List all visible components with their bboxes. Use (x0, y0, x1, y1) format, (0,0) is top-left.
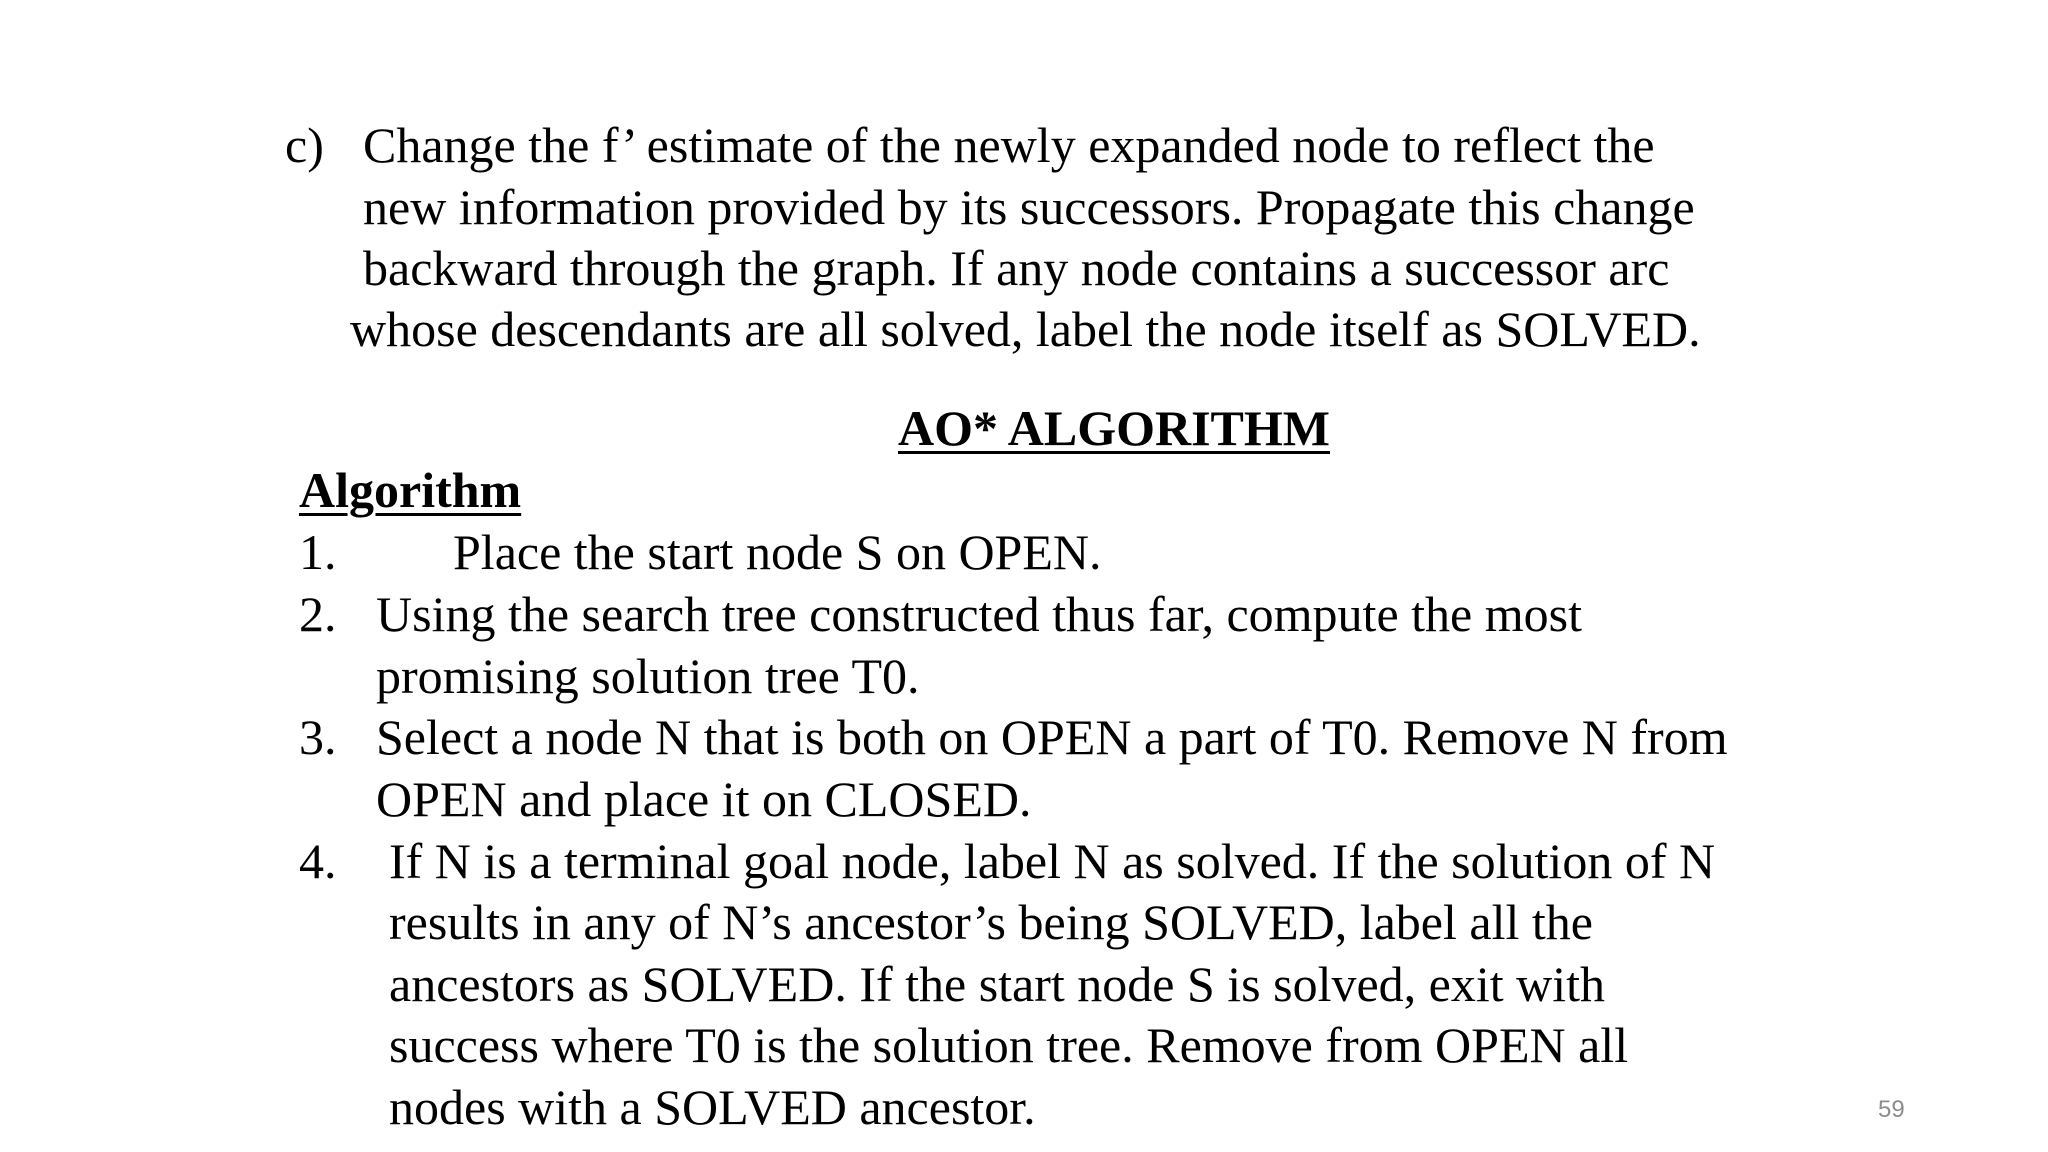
step-4-line-1: If N is a terminal goal node, label N as solved. If the solution of N (389, 833, 1716, 889)
step-c-line-3: backward through the graph. If any node contains a successor arc (363, 240, 1670, 296)
step-1-number: 1. (299, 524, 337, 580)
section-heading: Algorithm (299, 462, 522, 518)
step-4-line-3: ancestors as SOLVED. If the start node S is solved, exit with (389, 956, 1606, 1012)
step-c-label: c) (285, 117, 324, 173)
step-c-line-2: new information provided by its successors. Propagate this change (363, 179, 1695, 235)
step-4-line-4: success where T0 is the solution tree. Remove from OPEN all (389, 1017, 1629, 1073)
step-c-line-1: Change the f’ estimate of the newly expanded node to reflect the (363, 117, 1655, 173)
step-3-line-1: Select a node N that is both on OPEN a part of T0. Remove N from (376, 709, 1728, 765)
step-4-number: 4. (299, 833, 337, 889)
step-3-number: 3. (299, 709, 337, 765)
step-3-line-2: OPEN and place it on CLOSED. (376, 771, 1032, 827)
page-title: AO* ALGORITHM (898, 400, 1330, 456)
step-1-line-1: Place the start node S on OPEN. (453, 524, 1102, 580)
step-4-line-2: results in any of N’s ancestor’s being SOLVED, label all the (389, 894, 1593, 950)
page-number: 59 (1878, 1096, 1905, 1123)
step-2-line-2: promising solution tree T0. (376, 648, 920, 704)
step-c-line-4: whose descendants are all solved, label the node itself as SOLVED. (350, 301, 1701, 357)
step-2-number: 2. (299, 586, 337, 642)
step-2-line-1: Using the search tree constructed thus far, compute the most (376, 586, 1582, 642)
step-4-line-5: nodes with a SOLVED ancestor. (389, 1079, 1036, 1135)
